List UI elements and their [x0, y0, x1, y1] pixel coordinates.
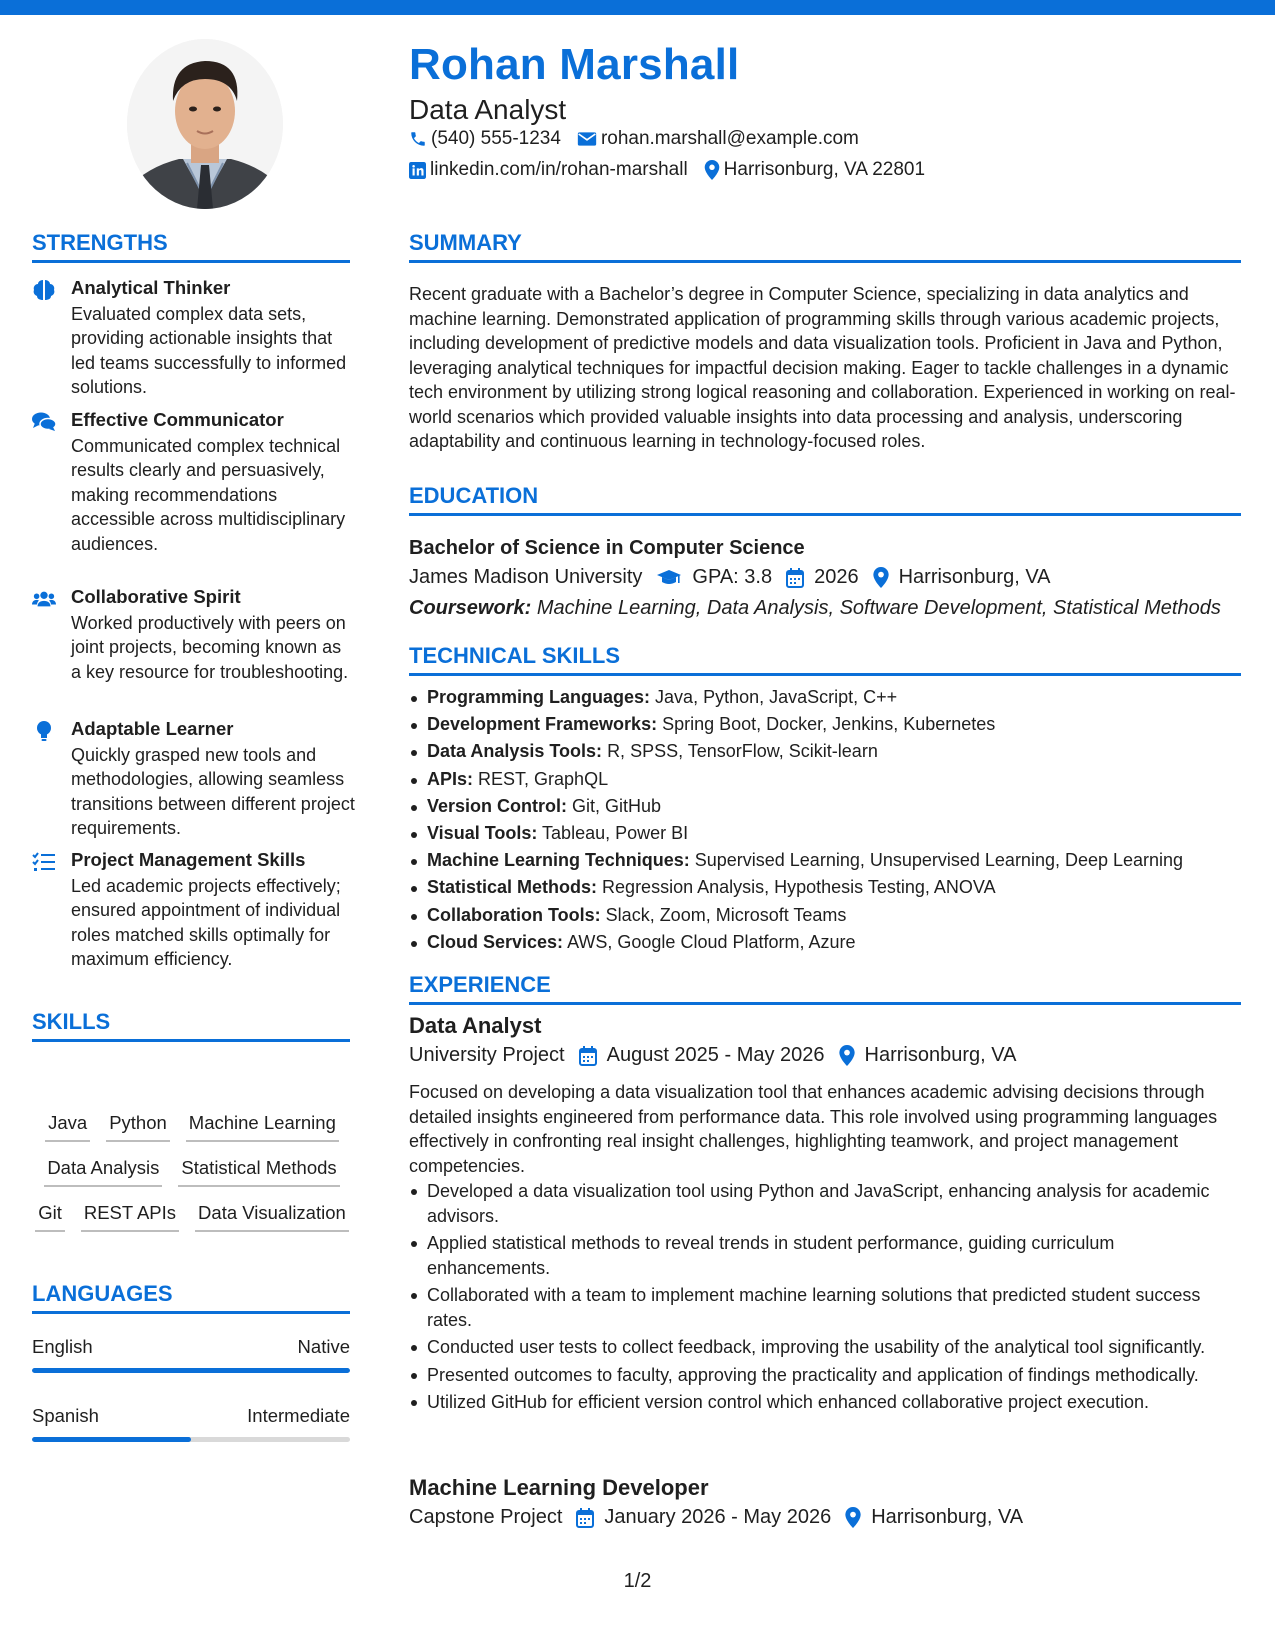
- job-location: Harrisonburg, VA: [871, 1506, 1024, 1528]
- list-item: [409, 820, 1239, 847]
- skill-label: Version Control:: [427, 795, 568, 816]
- list-item: [409, 902, 1239, 929]
- skill-value: Tableau, Power BI: [542, 823, 689, 844]
- task-list-icon: [32, 851, 56, 873]
- job-title: Machine Learning Developer: [409, 1475, 709, 1500]
- strength-item: [32, 718, 355, 839]
- skills-row: [32, 1112, 352, 1142]
- strength-title: Collaborative Spirit: [71, 586, 241, 607]
- language-proficiency-bar: [32, 1368, 350, 1373]
- degree-title: Bachelor of Science in Computer Science: [409, 537, 805, 559]
- language-name: Spanish: [32, 1405, 99, 1426]
- strength-item: [32, 409, 352, 579]
- skill-value: Spring Boot, Docker, Jenkins, Kubernetes: [662, 714, 996, 735]
- skill-chip: Statistical Methods: [178, 1157, 339, 1187]
- skill-value: R, SPSS, TensorFlow, Scikit-learn: [607, 741, 878, 762]
- contact-row-1: [409, 128, 859, 150]
- skill-chip: Java: [45, 1112, 90, 1142]
- skill-label: Collaboration Tools:: [427, 904, 601, 925]
- location-text: Harrisonburg, VA 22801: [723, 159, 926, 180]
- education-meta: [409, 566, 1239, 589]
- skill-value: Git, GitHub: [572, 795, 662, 816]
- location-contact: [704, 159, 925, 181]
- profile-photo: [127, 39, 283, 209]
- candidate-name: Rohan Marshall: [409, 40, 740, 89]
- strength-title: Project Management Skills: [71, 849, 306, 870]
- email-contact[interactable]: [577, 128, 859, 150]
- list-item: [409, 874, 1239, 901]
- page-number: 1/2: [623, 1570, 652, 1592]
- job-bullets: [409, 1179, 1239, 1418]
- summary-text: Recent graduate with a Bachelor’s degree in Computer Science, specializing in data analytics and machine learning. Demonstrated application of programming skills through various academic projects, including development of predictive models and data visualization tools. Proficient in Java and Python, leveraging analytical techniques for impactful decision making. Eager to tackle challenges in a dynamic tech environment by utilizing strong logical reasoning and collaboration. Experienced in working on real-world scenarios which provided valuable insights into data processing and analysis, underscoring adaptability and continuous learning in technology-focused roles.: [409, 284, 1236, 451]
- language-level: Intermediate: [247, 1405, 350, 1426]
- linkedin-contact[interactable]: [409, 159, 688, 181]
- location-pin-icon: [873, 567, 889, 588]
- job-title: Data Analyst: [409, 1013, 542, 1038]
- calendar-icon: [576, 1508, 594, 1528]
- education-heading: EDUCATION: [409, 483, 1241, 516]
- strength-title: Effective Communicator: [71, 409, 284, 430]
- top-accent-bar: [0, 0, 1275, 15]
- skill-value: Supervised Learning, Unsupervised Learning, Deep Learning: [694, 850, 1184, 871]
- comments-icon: [32, 411, 56, 433]
- job-meta: [409, 1506, 1239, 1529]
- linkedin-icon: [409, 162, 426, 179]
- skill-label: Visual Tools:: [427, 823, 538, 844]
- skill-label: Development Frameworks:: [427, 714, 658, 735]
- strength-title: Adaptable Learner: [71, 718, 234, 739]
- gpa: GPA: 3.8: [692, 566, 773, 588]
- calendar-icon: [579, 1046, 597, 1066]
- lightbulb-icon: [32, 720, 56, 742]
- skill-label: Statistical Methods:: [427, 877, 598, 898]
- list-item: [409, 738, 1239, 765]
- candidate-title: Data Analyst: [409, 94, 567, 125]
- skill-value: REST, GraphQL: [478, 768, 609, 789]
- phone-icon: [409, 130, 427, 148]
- phone-text: (540) 555-1234: [431, 128, 561, 149]
- experience-heading: EXPERIENCE: [409, 972, 1241, 1005]
- skill-chip: Machine Learning: [186, 1112, 339, 1142]
- strengths-heading: STRENGTHS: [32, 230, 350, 263]
- job-location: Harrisonburg, VA: [864, 1044, 1017, 1066]
- skill-chip: Data Visualization: [195, 1202, 349, 1232]
- skill-label: Data Analysis Tools:: [427, 741, 603, 762]
- list-item: Utilized GitHub for efficient version control which enhanced collaborative project execution.: [409, 1390, 1239, 1415]
- list-item: [409, 793, 1239, 820]
- graduation-year: 2026: [814, 566, 859, 588]
- language-proficiency-fill: [32, 1437, 191, 1442]
- language-item: [32, 1405, 350, 1427]
- phone-contact[interactable]: [409, 128, 561, 150]
- list-item: [409, 766, 1239, 793]
- list-item: [409, 929, 1239, 956]
- list-item: Conducted user tests to collect feedback, improving the usability of the analytical tool significantly.: [409, 1335, 1239, 1360]
- language-item: [32, 1336, 350, 1358]
- strength-item: [32, 586, 352, 706]
- strength-item: [32, 849, 352, 989]
- job-org: University Project: [409, 1044, 565, 1066]
- calendar-icon: [786, 568, 804, 588]
- brain-icon: [32, 279, 56, 301]
- skill-value: AWS, Google Cloud Platform, Azure: [567, 931, 856, 952]
- strength-text: Communicated complex technical results clearly and persuasively, making recommendations accessible across multidisciplinary audiences.: [71, 436, 346, 554]
- strength-text: Evaluated complex data sets, providing actionable insights that led teams successfully to informed solutions.: [71, 304, 347, 398]
- skill-chip: Data Analysis: [44, 1157, 162, 1187]
- strength-text: Worked productively with peers on joint projects, becoming known as a key resource for troubleshooting.: [71, 613, 349, 682]
- list-item: [409, 847, 1239, 874]
- list-item: [409, 684, 1239, 711]
- list-item: Presented outcomes to faculty, approving the practicality and application of findings methodically.: [409, 1363, 1239, 1388]
- list-item: Developed a data visualization tool using Python and JavaScript, enhancing analysis for academic advisors.: [409, 1179, 1239, 1228]
- location-pin-icon: [845, 1507, 861, 1528]
- skill-value: Regression Analysis, Hypothesis Testing, ANOVA: [602, 877, 996, 898]
- language-name: English: [32, 1336, 93, 1357]
- skill-chip: Python: [106, 1112, 170, 1142]
- language-proficiency-bar: [32, 1437, 350, 1442]
- skills-row: [32, 1202, 352, 1232]
- language-level: Native: [297, 1336, 350, 1357]
- skill-chip: Git: [35, 1202, 65, 1232]
- location-pin-icon: [704, 160, 720, 180]
- job-org: Capstone Project: [409, 1506, 563, 1528]
- job-dates: August 2025 - May 2026: [606, 1044, 825, 1066]
- coursework-list: Machine Learning, Data Analysis, Software Development, Statistical Methods: [536, 597, 1221, 619]
- technical-skills-heading: TECHNICAL SKILLS: [409, 643, 1241, 676]
- job-dates: January 2026 - May 2026: [604, 1506, 832, 1528]
- users-icon: [32, 588, 56, 610]
- location-pin-icon: [839, 1045, 855, 1066]
- job-meta: [409, 1044, 1239, 1067]
- list-item: Applied statistical methods to reveal trends in student performance, guiding curriculum enhancements.: [409, 1231, 1239, 1280]
- skills-row: [32, 1157, 352, 1187]
- linkedin-text: linkedin.com/in/rohan-marshall: [430, 159, 688, 180]
- summary-heading: SUMMARY: [409, 230, 1241, 263]
- job-description: Focused on developing a data visualization tool that enhances academic advising decisions through detailed insights engineered from performance data. This role involved using programming languages effectively in confronting real insight challenges, highlighting teamwork, and project management competencies.: [409, 1082, 1218, 1176]
- language-proficiency-fill: [32, 1368, 350, 1373]
- email-icon: [577, 131, 597, 147]
- strength-text: Led academic projects effectively; ensured appointment of individual roles matched skills optimally for maximum efficiency.: [71, 876, 341, 970]
- list-item: Collaborated with a team to implement machine learning solutions that predicted student success rates.: [409, 1283, 1239, 1332]
- strength-title: Analytical Thinker: [71, 277, 231, 298]
- skills-heading: SKILLS: [32, 1009, 350, 1042]
- skill-label: Cloud Services:: [427, 931, 564, 952]
- skill-label: Machine Learning Techniques:: [427, 850, 690, 871]
- coursework-label: Coursework:: [409, 597, 532, 619]
- education-location: Harrisonburg, VA: [898, 566, 1051, 588]
- strength-item: [32, 277, 352, 397]
- languages-heading: LANGUAGES: [32, 1281, 350, 1314]
- coursework: [409, 597, 1239, 620]
- skill-value: Java, Python, JavaScript, C++: [655, 687, 898, 707]
- skill-value: Slack, Zoom, Microsoft Teams: [605, 904, 847, 925]
- contact-row-2: [409, 159, 925, 181]
- skill-chip: REST APIs: [81, 1202, 179, 1232]
- strength-text: Quickly grasped new tools and methodologies, allowing seamless transitions between different project requirements.: [71, 745, 355, 839]
- list-item: [409, 711, 1239, 738]
- school-name: James Madison University: [409, 566, 643, 588]
- technical-skills-list: [409, 684, 1239, 956]
- email-text: rohan.marshall@example.com: [600, 128, 859, 149]
- skill-label: APIs:: [427, 768, 474, 789]
- skill-label: Programming Languages:: [427, 687, 651, 707]
- graduation-cap-icon: [656, 569, 682, 587]
